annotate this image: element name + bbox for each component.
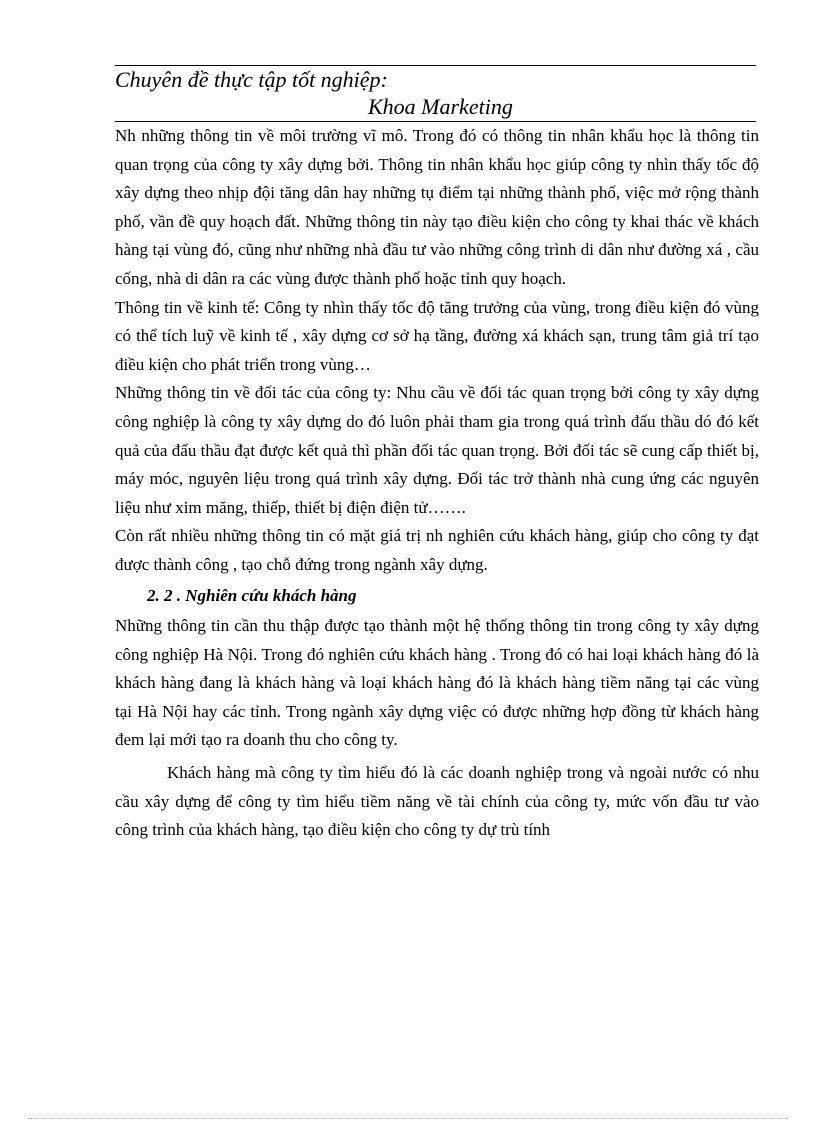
document-header-department: Khoa Marketing: [368, 94, 513, 119]
paragraph-customer-targets: Khách hàng mà công ty tìm hiểu đó là các doanh nghiệp trong và ngoài nước có nhu cầu xây dựng để công ty tìm hiểu tiềm năng về tài chính của công ty, mức vốn đầu tư vào công trình của khách hàng, tạo điều kiện cho công ty dự trù tính: [115, 763, 759, 840]
paragraph-economic-info: Thông tin về kinh tế: Công ty nhìn thấy tốc độ tăng trưởng của vùng, trong điều kiện đó vùng có thể tích luỹ về kinh tế , xây dựng cơ sở hạ tầng, đường xá khách sạn, trung tâm giả trí tạo điều kiện cho phát triển trong vùng…: [115, 297, 759, 374]
paragraph-customer-research: Những thông tin cần thu thập được tạo thành một hệ thống thông tin trong công ty xây dựng công nghiệp Hà Nội. Trong đó nghiên cứu khách hàng . Trong đó có hai loại khách hàng đó là khách hàng đang là khách hàng và loại khách hàng đó là khách hàng tiềm năng tại các vùng tại Hà Nội hay các tỉnh. Trong ngành xây dựng việc có được những hợp đồng từ khách hàng đem lại mới tạo ra doanh thu cho công ty.: [115, 616, 759, 750]
paragraph-macro-environment: Nh những thông tin về môi trường vĩ mô. Trong đó có thông tin nhân khẩu học là thông tin quan trọng của công ty xây dựng bởi. Thông tin nhân khẩu học giúp công ty nhìn thấy tốc độ xây dựng theo nhịp đội tăng dân hay những tụ điểm tại những thành phố, việc mở rộng thành phố, vần đề quy hoạch đất. Những thông tin này tạo điều kiện cho công ty khai thác về khách hàng tại vùng đó, cũng như những nhà đầu tư vào những công trình di dân như đường xá , cầu cống, nhà di dân ra các vùng được thành phố hoặc tỉnh quy hoạch.: [115, 126, 759, 288]
paragraph-partner-info: Những thông tin về đối tác của công ty: Nhu cầu về đối tác quan trọng bởi công ty xây dựng công nghiệp là công ty xây dựng do đó luôn phải tham gia trong quá trình đấu thầu dó đó kết quả của đấu thầu đạt được kết quả thì phần đối tác quan trọng. Bởi đối tác sẽ cung cấp thiết bị, máy móc, nguyên liệu trong quá trình xây dựng. Đối tác trở thành nhà cung ứng các nguyên liệu như xim măng, thiếp, thiết bị điện điện tử…….: [115, 383, 759, 517]
document-header-title: Chuyên đề thực tập tốt nghiệp:: [115, 67, 388, 92]
section-heading: 2. 2 . Nghiên cứu khách hàng: [147, 585, 357, 605]
paragraph-other-info: Còn rất nhiều những thông tin có mặt giá trị nh nghiên cứu khách hàng, giúp cho công ty đạt được thành công , tạo chỗ đứng trong ngành xây dựng.: [115, 526, 759, 574]
page-bottom-border: [28, 1118, 788, 1119]
document-body: [115, 122, 759, 845]
